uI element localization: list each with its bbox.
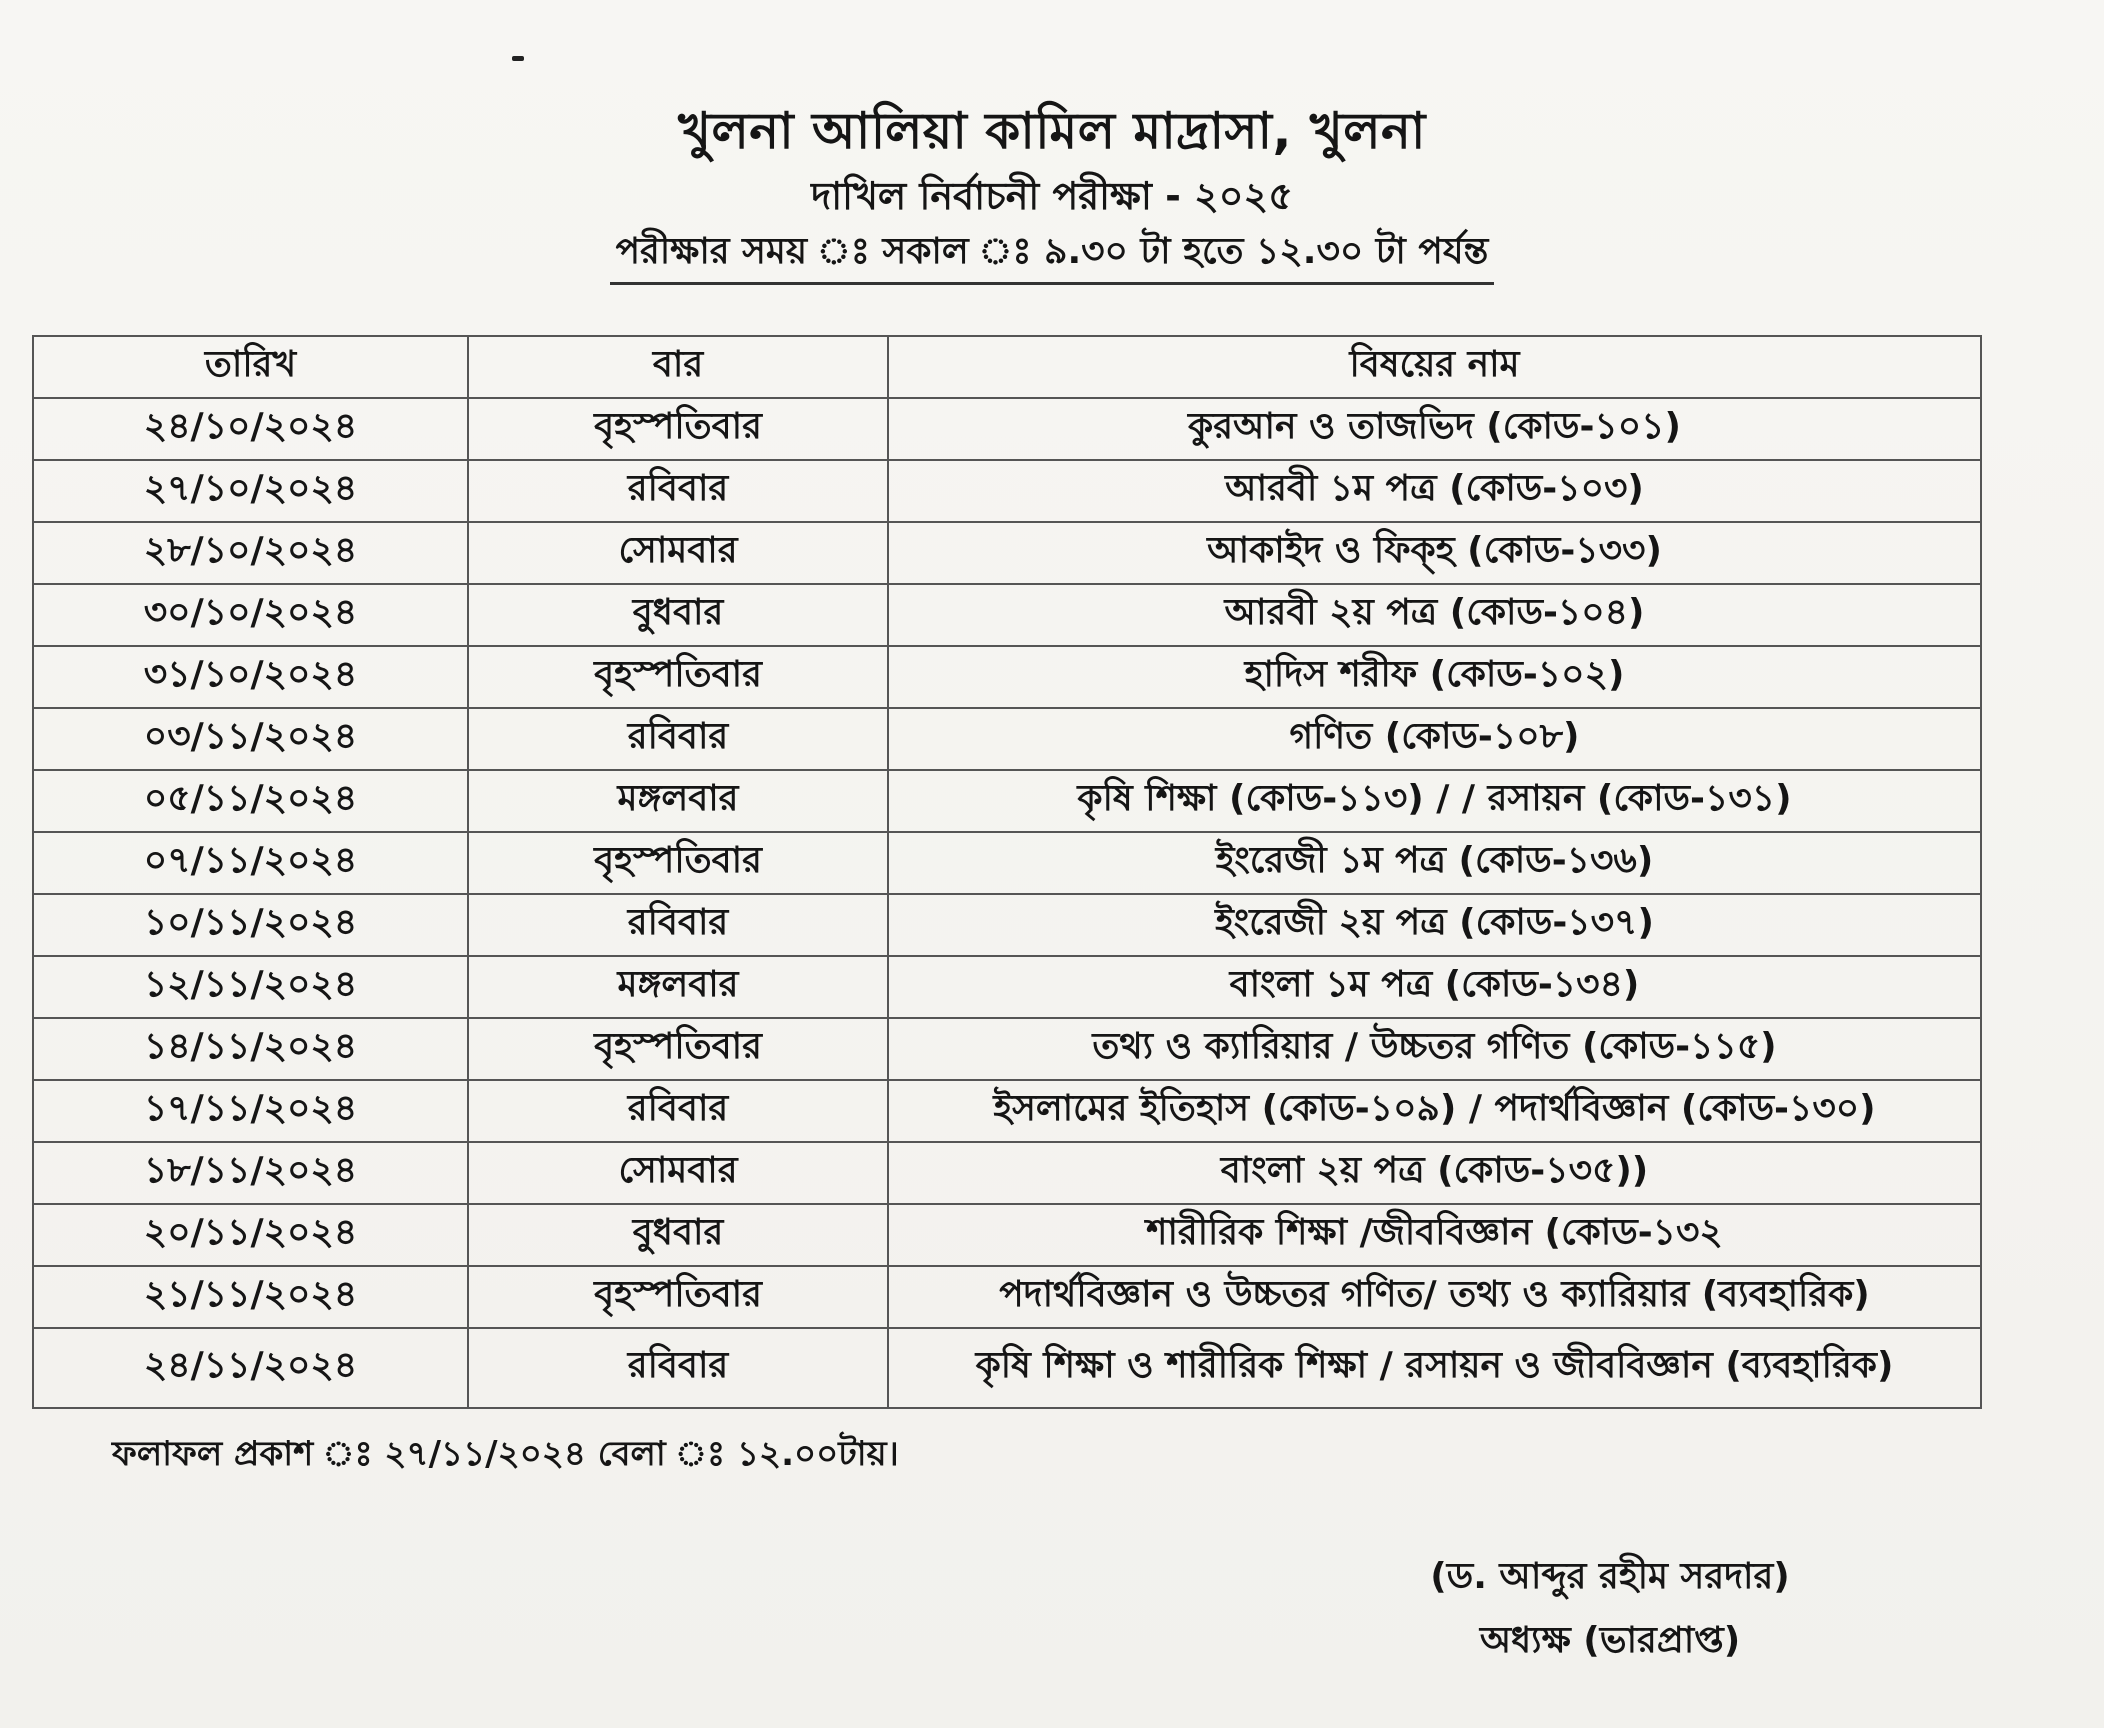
day-cell: মঙ্গলবার [468,956,888,1018]
day-cell: রবিবার [468,460,888,522]
subject-cell: পদার্থবিজ্ঞান ও উচ্চতর গণিত/ তথ্য ও ক্যারিয়ার (ব্যবহারিক) [888,1266,1981,1328]
subject-cell: বাংলা ২য় পত্র (কোড-১৩৫)) [888,1142,1981,1204]
day-cell: বৃহস্পতিবার [468,1266,888,1328]
table-row [33,522,1981,584]
document-header [0,96,2104,285]
table-row [33,956,1981,1018]
exam-title: দাখিল নির্বাচনী পরীক্ষা - ২০২৫ [811,174,1293,218]
subject-cell: আরবী ২য় পত্র (কোড-১০৪) [888,584,1981,646]
date-cell: ১৭/১১/২০২৪ [33,1080,468,1142]
date-cell: ২১/১১/২০২৪ [33,1266,468,1328]
signatory-title: অধ্যক্ষ (ভারপ্রাপ্ত) [1479,1620,1741,1661]
date-cell: ২৭/১০/২০২৪ [33,460,468,522]
exam-schedule-table [32,335,1982,1409]
date-cell: ১২/১১/২০২৪ [33,956,468,1018]
signatory-name: (ড. আব্দুর রহীম সরদার) [1430,1556,1790,1597]
day-cell: সোমবার [468,1142,888,1204]
ink-mark [512,56,524,61]
day-cell: বুধবার [468,584,888,646]
table-row [33,1142,1981,1204]
day-cell: বৃহস্পতিবার [468,1018,888,1080]
subject-cell: হাদিস শরীফ (কোড-১০২) [888,646,1981,708]
day-cell: মঙ্গলবার [468,770,888,832]
subject-cell: কৃষি শিক্ষা (কোড-১১৩) / / রসায়ন (কোড-১৩১) [888,770,1981,832]
day-cell: বৃহস্পতিবার [468,646,888,708]
table-row [33,894,1981,956]
date-cell: ১৮/১১/২০২৪ [33,1142,468,1204]
result-publication-note: ফলাফল প্রকাশ ঃ ২৭/১১/২০২৪ বেলা ঃ ১২.০০টায়। [112,1434,899,1474]
day-cell: রবিবার [468,1080,888,1142]
date-cell: ০৫/১১/২০২৪ [33,770,468,832]
subject-cell: বাংলা ১ম পত্র (কোড-১৩৪) [888,956,1981,1018]
day-cell: সোমবার [468,522,888,584]
table-row [33,460,1981,522]
date-cell: ২৮/১০/২০২৪ [33,522,468,584]
day-cell: বৃহস্পতিবার [468,832,888,894]
table-row [33,1328,1981,1408]
subject-cell: ইংরেজী ২য় পত্র (কোড-১৩৭) [888,894,1981,956]
date-cell: ৩১/১০/২০২৪ [33,646,468,708]
date-cell: ২৪/১১/২০২৪ [33,1328,468,1408]
subject-cell: ইংরেজী ১ম পত্র (কোড-১৩৬) [888,832,1981,894]
subject-cell: আরবী ১ম পত্র (কোড-১০৩) [888,460,1981,522]
date-cell: ০৩/১১/২০২৪ [33,708,468,770]
table-row [33,398,1981,460]
day-cell: বৃহস্পতিবার [468,398,888,460]
subject-cell: তথ্য ও ক্যারিয়ার / উচ্চতর গণিত (কোড-১১৫) [888,1018,1981,1080]
day-cell: রবিবার [468,894,888,956]
subject-cell: কৃষি শিক্ষা ও শারীরিক শিক্ষা / রসায়ন ও জীববিজ্ঞান (ব্যবহারিক) [888,1328,1981,1408]
date-cell: ১৪/১১/২০২৪ [33,1018,468,1080]
table-row [33,646,1981,708]
signature-block [1380,1545,1840,1673]
date-cell: ১০/১১/২০২৪ [33,894,468,956]
table-row [33,584,1981,646]
subject-cell: শারীরিক শিক্ষা /জীববিজ্ঞান (কোড-১৩২ [888,1204,1981,1266]
table-row [33,1204,1981,1266]
subject-cell: কুরআন ও তাজভিদ (কোড-১০১) [888,398,1981,460]
subject-cell: গণিত (কোড-১০৮) [888,708,1981,770]
exam-time: পরীক্ষার সময় ঃ সকাল ঃ ৯.৩০ টা হতে ১২.৩০ টা পর্যন্ত [610,224,1495,285]
table-row [33,1266,1981,1328]
date-cell: ২৪/১০/২০২৪ [33,398,468,460]
table-row [33,832,1981,894]
date-cell: ২০/১১/২০২৪ [33,1204,468,1266]
table-header-row [33,336,1981,398]
day-cell: বুধবার [468,1204,888,1266]
date-cell: ৩০/১০/২০২৪ [33,584,468,646]
column-header-day: বার [468,336,888,398]
subject-cell: ইসলামের ইতিহাস (কোড-১০৯) / পদার্থবিজ্ঞান (কোড-১৩০) [888,1080,1981,1142]
column-header-subject: বিষয়ের নাম [888,336,1981,398]
table-row [33,1080,1981,1142]
table-row [33,1018,1981,1080]
day-cell: রবিবার [468,1328,888,1408]
subject-cell: আকাইদ ও ফিক্‌হ (কোড-১৩৩) [888,522,1981,584]
table-row [33,770,1981,832]
table-row [33,708,1981,770]
day-cell: রবিবার [468,708,888,770]
column-header-date: তারিখ [33,336,468,398]
date-cell: ০৭/১১/২০২৪ [33,832,468,894]
institution-title: খুলনা আলিয়া কামিল মাদ্রাসা, খুলনা [678,102,1426,160]
